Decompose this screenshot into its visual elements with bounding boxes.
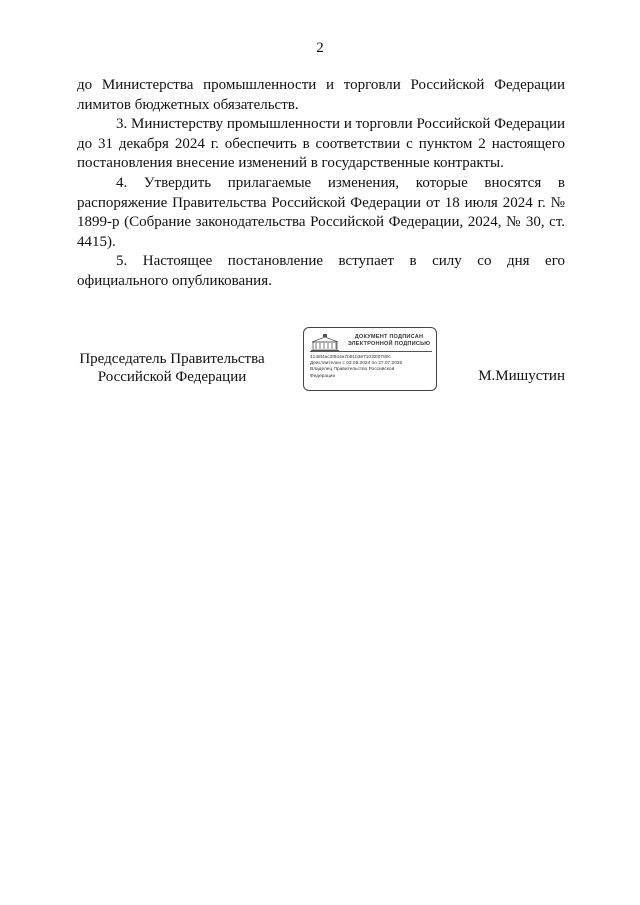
stamp-certificate: 4148f4ac3f944a7b91b3871032f0780c [310, 355, 391, 360]
stamp-details [310, 355, 434, 380]
paragraph-item-4: 4. Утвердить прилагаемые изменения, которые вносятся в распоряжение Правительства Российской Федерации от 18 июля 2024 г. № 1899-р (Собрание законодательства Российской Федерации, 2024, № 30, ст. 4415). [77, 174, 565, 250]
stamp-title-line2: ЭЛЕКТРОННОЙ ПОДПИСЬЮ [347, 341, 431, 347]
electronic-signature-stamp [303, 327, 437, 391]
signature-block [0, 325, 640, 395]
document-body [77, 76, 565, 292]
signatory-position-line1: Председатель Правительства [79, 351, 265, 367]
stamp-title [344, 334, 434, 348]
stamp-title-line1: ДОКУМЕНТ ПОДПИСАН [354, 334, 424, 340]
page-number: 2 [316, 40, 324, 56]
stamp-owner-line1: Владелец Правительство Российской [310, 367, 395, 373]
signatory-name: М.Мишустин [478, 368, 565, 384]
government-building-icon [310, 333, 340, 353]
signatory-position [77, 350, 267, 386]
paragraph-continuation: до Министерства промышленности и торговли Российской Федерации лимитов бюджетных обязательств. [77, 77, 565, 113]
paragraph-item-3: 3. Министерству промышленности и торговли Российской Федерации до 31 декабря 2024 г. обеспечить в соответствии с пунктом 2 настоящего постановления внесение изменений в государственные контракты. [77, 116, 565, 172]
paragraph-item-5: 5. Настоящее постановление вступает в силу со дня его официального опубликования. [77, 253, 565, 289]
stamp-validity: Действителен с 03.05.2024 по 27.07.2025 [310, 361, 403, 367]
stamp-owner-line2: Федерации [310, 373, 336, 379]
stamp-divider [310, 351, 432, 352]
signatory-position-line2: Российской Федерации [97, 369, 247, 385]
